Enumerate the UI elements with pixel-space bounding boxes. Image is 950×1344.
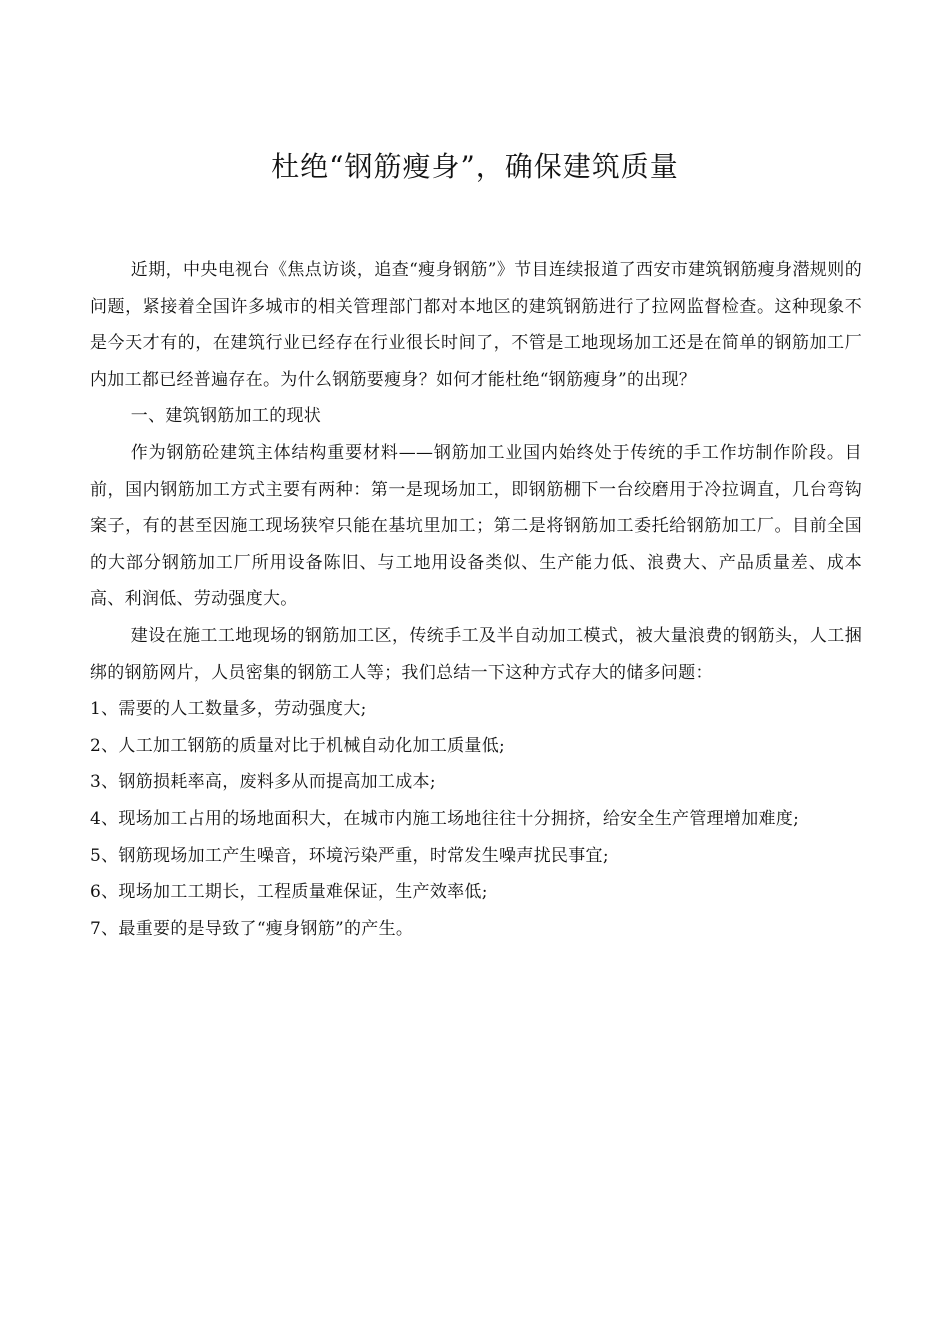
- document-title: 杜绝“钢筋瘦身”，确保建筑质量: [271, 150, 679, 183]
- list-item: 7、最重要的是导致了“瘦身钢筋”的产生。: [90, 918, 414, 939]
- list-item: 2、人工加工钢筋的质量对比于机械自动化加工质量低;: [90, 735, 506, 756]
- list-item: 3、钢筋损耗率高，废料多从而提高加工成本;: [90, 772, 436, 793]
- body-paragraph: 作为钢筋砼建筑主体结构重要材料——钢筋加工业国内始终处于传统的手工作坊制作阶段。目前，国内钢筋加工方式主要有两种：第一是现场加工，即钢筋棚下一台绞磨用于冷拉调直，几台弯钩案子，有的甚至因施工现场狭窄只能在基坑里加工；第二是将钢筋加工委托给钢筋加工厂。目前全国的大部分钢筋加工厂所用设备陈旧、与工地用设备类似、生产能力低、浪费大、产品质量差、成本高、利润低、劳动强度大。: [90, 442, 862, 610]
- list-item: 5、钢筋现场加工产生噪音，环境污染严重，时常发生噪声扰民事宜;: [90, 845, 609, 866]
- list-item: 1、需要的人工数量多，劳动强度大;: [90, 699, 367, 720]
- list-item: 6、现场加工工期长，工程质量难保证，生产效率低;: [90, 882, 488, 903]
- intro-paragraph: 近期，中央电视台《焦点访谈，追查“瘦身钢筋”》节目连续报道了西安市建筑钢筋瘦身潜规则的问题，紧接着全国许多城市的相关管理部门都对本地区的建筑钢筋进行了拉网监督检查。这种现象不是今天才有的，在建筑行业已经存在行业很长时间了，不管是工地现场加工还是在简单的钢筋加工厂内加工都已经普遍存在。为什么钢筋要瘦身？如何才能杜绝“钢筋瘦身”的出现？: [90, 260, 862, 390]
- document-body: [90, 252, 862, 947]
- section-heading: 一、建筑钢筋加工的现状: [130, 406, 322, 427]
- list-item: 4、现场加工占用的场地面积大，在城市内施工场地往往十分拥挤，给安全生产管理增加难度;: [90, 808, 800, 829]
- body-paragraph: 建设在施工工地现场的钢筋加工区，传统手工及半自动加工模式，被大量浪费的钢筋头，人工捆绑的钢筋网片，人员密集的钢筋工人等；我们总结一下这种方式存大的储多问题：: [90, 625, 862, 683]
